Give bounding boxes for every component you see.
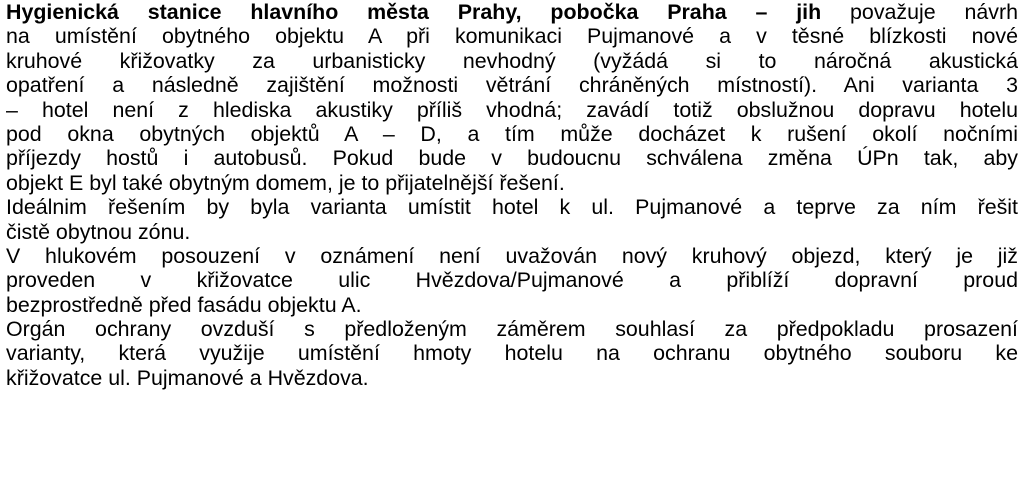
text-line: varianty, která využije umístění hmoty hotelu na ochranu obytného souboru ke [6,341,1018,366]
text-line: V hlukovém posouzení v oznámení není uvažován nový kruhový objezd, který je již [6,243,1018,268]
paragraph-ideal-solution [6,195,1018,244]
paragraph-noise-assessment [6,244,1018,317]
text-line: opatření a následně zajištění možnosti větrání chráněných místností). Ani varianta 3 [6,73,1018,98]
text-line: objekt E byl také obytným domem, je to přijatelnější řešení. [6,170,565,195]
text-line: Orgán ochrany ovzduší s předloženým záměrem souhlasí za předpokladu prosazení [6,317,1018,342]
text-line: příjezdy hostů i autobusů. Pokud bude v budoucnu schválena změna ÚPn tak, aby [6,146,1018,171]
paragraph-hygiene-station [6,0,1018,195]
text-line: Ideálnim řešením by byla varianta umístit hotel k ul. Pujmanové a teprve za ním řešit [6,195,1018,220]
text-line [6,0,1018,24]
text-line: na umístění obytného objektu A při komunikaci Pujmanové a v těsné blízkosti nové [6,24,1018,49]
text-line: bezprostředně před fasádu objektu A. [6,292,362,317]
text-line: čistě obytnou zónu. [6,219,191,244]
text-line: kruhové křižovatky za urbanisticky nevhodný (vyžádá si to náročná akustická [6,48,1018,73]
text-line: – hotel není z hlediska akustiky příliš vhodná; zavádí totiž obslužnou dopravu hotelu [6,97,1018,122]
document-body [6,0,1018,390]
text-line: pod okna obytných objektů A – D, a tím může docházet k rušení okolí nočními [6,121,1018,146]
text-run: považuje návrh [821,0,1018,24]
text-line: křižovatce ul. Pujmanové a Hvězdova. [6,365,369,390]
paragraph-air-protection [6,317,1018,390]
bold-lead-text: Hygienická stanice hlavního města Prahy, pobočka Praha – jih [6,0,822,24]
text-line: proveden v křižovatce ulic Hvězdova/Pujmanové a přiblíží dopravní proud [6,268,1018,293]
